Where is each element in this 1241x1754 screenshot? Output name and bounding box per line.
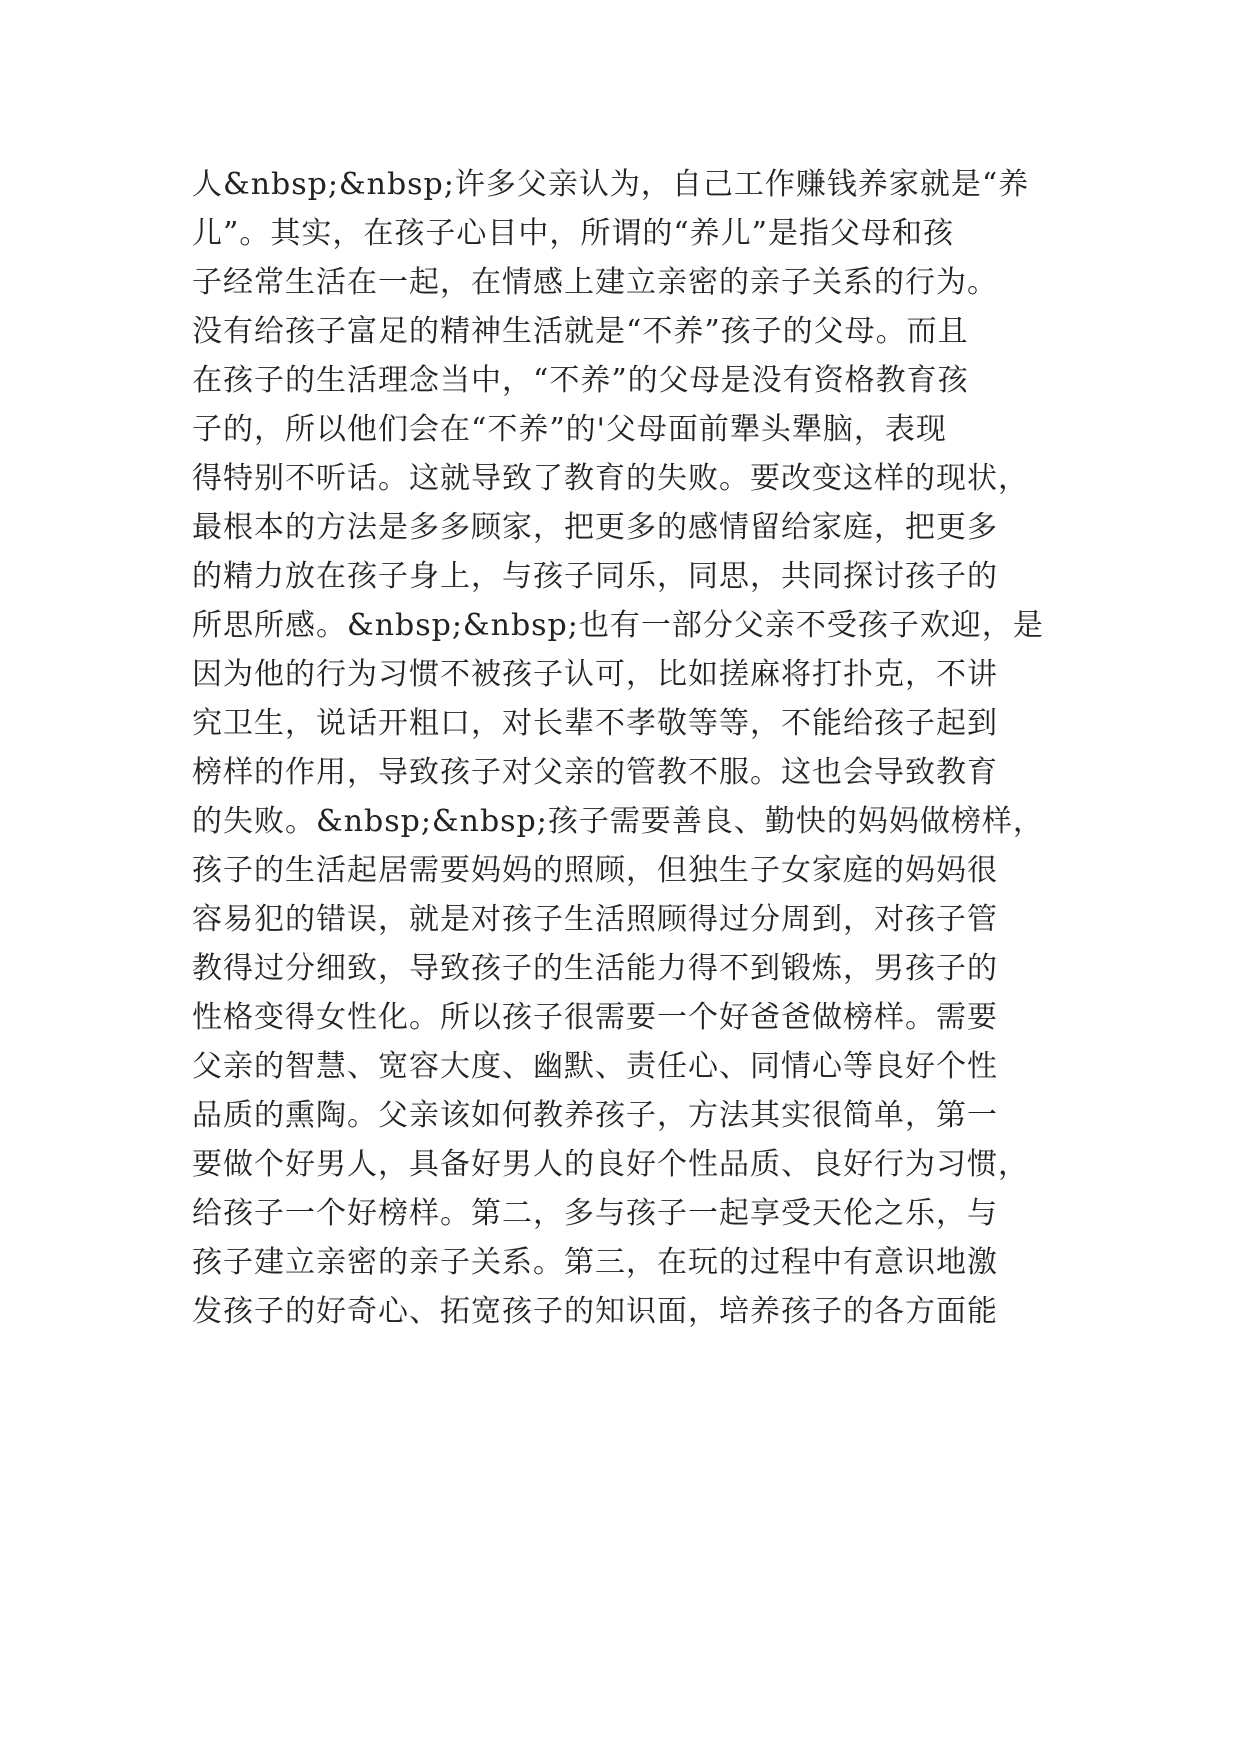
- text-line: 容易犯的错误，就是对孩子生活照顾得过分周到，对孩子管: [192, 902, 998, 937]
- text-line: 孩子建立亲密的亲子关系。第三，在玩的过程中有意识地激: [192, 1245, 998, 1280]
- text-line: 给孩子一个好榜样。第二，多与孩子一起享受天伦之乐，与: [192, 1196, 998, 1231]
- text-line: 最根本的方法是多多顾家，把更多的感情留给家庭，把更多: [192, 510, 998, 545]
- text-line: 没有给孩子富足的精神生活就是“不养”孩子的父母。而且: [192, 314, 969, 349]
- text-line: 子的，所以他们会在“不养”的'父母面前犟头犟脑，表现: [192, 412, 947, 447]
- text-line: 在孩子的生活理念当中，“不养”的父母是没有资格教育孩: [192, 363, 969, 398]
- body-text: [192, 160, 1072, 1336]
- text-line: 孩子的生活起居需要妈妈的照顾，但独生子女家庭的妈妈很: [192, 853, 998, 888]
- text-line: 要做个好男人，具备好男人的良好个性品质、良好行为习惯，: [192, 1147, 1029, 1182]
- text-line: 人&nbsp;&nbsp;许多父亲认为，自己工作赚钱养家就是“养: [192, 167, 1030, 202]
- text-line: 发孩子的好奇心、拓宽孩子的知识面，培养孩子的各方面能: [192, 1294, 998, 1329]
- text-line: 榜样的作用，导致孩子对父亲的管教不服。这也会导致教育: [192, 755, 998, 790]
- text-line: 的失败。&nbsp;&nbsp;孩子需要善良、勤快的妈妈做榜样，: [192, 804, 1044, 839]
- text-line: 因为他的行为习惯不被孩子认可，比如搓麻将打扑克，不讲: [192, 657, 998, 692]
- text-line: 得特别不听话。这就导致了教育的失败。要改变这样的现状，: [192, 461, 1029, 496]
- text-line: 所思所感。&nbsp;&nbsp;也有一部分父亲不受孩子欢迎，是: [192, 608, 1044, 643]
- text-line: 儿”。其实，在孩子心目中，所谓的“养儿”是指父母和孩: [192, 216, 955, 251]
- text-line: 性格变得女性化。所以孩子很需要一个好爸爸做榜样。需要: [192, 1000, 998, 1035]
- text-line: 教得过分细致，导致孩子的生活能力得不到锻炼，男孩子的: [192, 951, 998, 986]
- text-line: 父亲的智慧、宽容大度、幽默、责任心、同情心等良好个性: [192, 1049, 998, 1084]
- text-line: 子经常生活在一起，在情感上建立亲密的亲子关系的行为。: [192, 265, 998, 300]
- text-line: 究卫生，说话开粗口，对长辈不孝敬等等，不能给孩子起到: [192, 706, 998, 741]
- text-line: 的精力放在孩子身上，与孩子同乐，同思，共同探讨孩子的: [192, 559, 998, 594]
- text-line: 品质的熏陶。父亲该如何教养孩子，方法其实很简单，第一: [192, 1098, 998, 1133]
